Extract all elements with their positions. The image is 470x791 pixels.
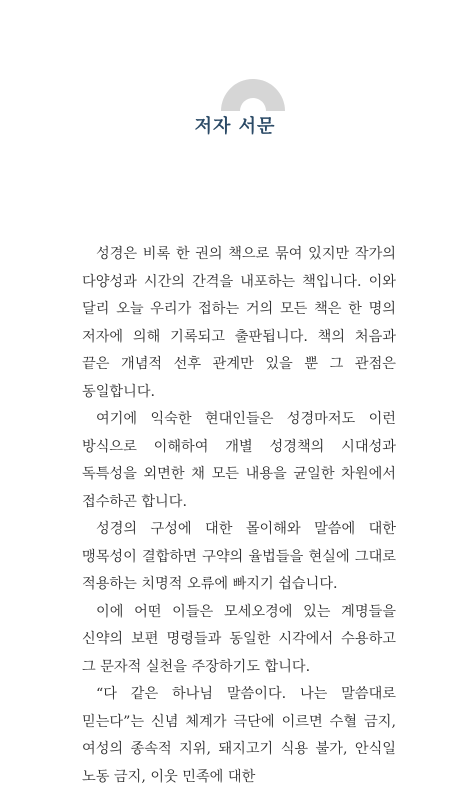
paragraph: 성경의 구성에 대한 몰이해와 말씀에 대한 맹목성이 결합하면 구약의 율법들을 현실에 그대로 적용하는 치명적 오류에 빠지기 쉽습니다. bbox=[82, 521, 396, 592]
paragraph: 여기에 익숙한 현대인들은 성경마저도 이런 방식으로 이해하여 개별 성경책의 시대성과 독특성을 외면한 채 모든 내용을 균일한 차원에서 접수하곤 합니다. bbox=[82, 411, 396, 510]
chapter-title: 저자 서문 bbox=[194, 116, 276, 137]
preface-body bbox=[82, 241, 396, 791]
paragraph: 성경은 비록 한 권의 책으로 묶여 있지만 작가의 다양성과 시간의 간격을 내포하는 책입니다. 이와 달리 오늘 우리가 접하는 거의 모든 책은 한 명의 저자에 의해 기록되고 출판됩니다. 책의 처음과 끝은 개념적 선후 관계만 있을 뿐 그 관점은 동일합니다. bbox=[82, 246, 396, 400]
paragraph: 이에 어떤 이들은 모세오경에 있는 계명들을 신약의 보편 명령들과 동일한 시각에서 수용하고 그 문자적 실천을 주장하기도 합니다. bbox=[82, 603, 396, 675]
paragraph: “다 같은 하나님 말씀이다. 나는 말씀대로 믿는다”는 신념 체계가 극단에 이르면 수혈 금지, 여성의 종속적 지위, 돼지고기 식용 불가, 안식일 노동 금지, 이웃 민족에 대한 bbox=[82, 686, 396, 785]
